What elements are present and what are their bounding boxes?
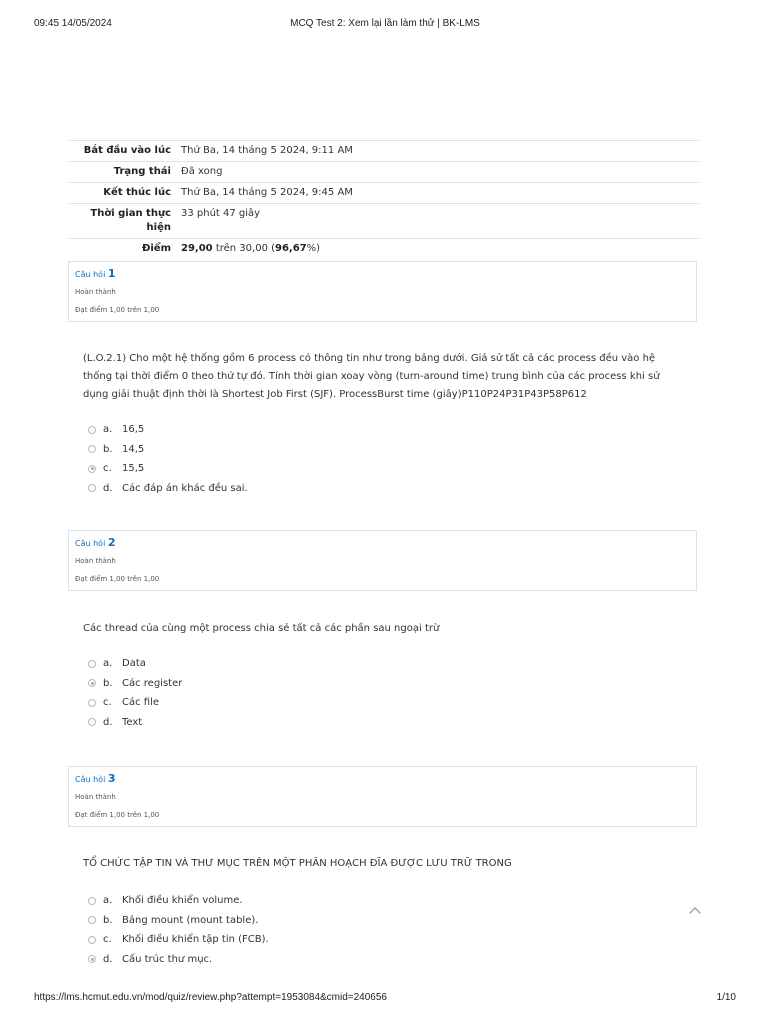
question-1-info [68, 261, 697, 322]
grade-percent-close: %) [306, 243, 321, 254]
answer-letter: a. [103, 424, 113, 436]
grade-value [177, 239, 699, 260]
print-datetime: 09:45 14/05/2024 [34, 18, 112, 29]
answer-letter: c. [103, 934, 112, 946]
question-3-text: TỔ CHỨC TẬP TIN VÀ THƯ MỤC TRÊN MỘT PHÂN HOẠCH ĐĨA ĐƯỢC LƯU TRỮ TRONG [83, 858, 512, 869]
answer-letter: b. [103, 914, 113, 926]
radio-button[interactable] [88, 718, 96, 726]
radio-button[interactable] [88, 484, 96, 492]
grade-label: Điểm [69, 239, 177, 260]
answer-text: Các register [122, 677, 183, 689]
question-2-info [68, 530, 697, 591]
answer-text: 14,5 [122, 443, 145, 455]
answer-text: Các đáp án khác đều sai. [122, 482, 248, 494]
question-3-state: Hoàn thành [75, 793, 116, 801]
answer-letter: b. [103, 677, 113, 689]
answer-option[interactable] [88, 440, 648, 460]
radio-button[interactable] [88, 897, 96, 905]
question-3-info [68, 766, 697, 827]
answer-letter: c. [103, 463, 112, 475]
summary-row-started [69, 141, 699, 162]
question-1-number [75, 268, 690, 281]
answer-option[interactable] [88, 420, 648, 440]
question-label: Câu hỏi [75, 539, 106, 548]
time-taken-label [69, 204, 177, 239]
answer-option[interactable] [88, 654, 648, 674]
question-number: 1 [107, 267, 116, 280]
answer-text: Các file [122, 697, 160, 709]
radio-button[interactable] [88, 699, 96, 707]
print-footer [34, 992, 736, 1006]
question-2-state: Hoàn thành [75, 557, 116, 565]
question-3-grade: Đạt điểm 1,00 trên 1,00 [75, 811, 160, 819]
completed-value: Thứ Ba, 14 tháng 5 2024, 9:45 AM [177, 183, 699, 204]
grade-percent: 96,67 [275, 243, 307, 254]
time-taken-value: 33 phút 47 giây [177, 204, 699, 239]
question-2-grade: Đạt điểm 1,00 trên 1,00 [75, 575, 160, 583]
radio-button[interactable] [88, 426, 96, 434]
radio-button[interactable] [88, 916, 96, 924]
radio-button[interactable] [88, 445, 96, 453]
question-1-state: Hoàn thành [75, 288, 116, 296]
quiz-summary-table [69, 140, 699, 259]
answer-letter: d. [103, 716, 113, 728]
grade-out-of: trên 30,00 ( [212, 243, 276, 254]
print-page-title: MCQ Test 2: Xem lại lần làm thử | BK-LMS [290, 18, 480, 29]
answer-text: Khối điều khiển tập tin (FCB). [122, 934, 269, 946]
question-2-text: Các thread của cùng một process chia sẻ tất cả các phần sau ngoại trừ [83, 623, 440, 634]
answer-option[interactable] [88, 693, 648, 713]
answer-letter: d. [103, 482, 113, 494]
state-value: Đã xong [177, 162, 699, 183]
grade-score: 29,00 [181, 243, 213, 254]
answer-letter: a. [103, 658, 113, 670]
radio-button[interactable] [88, 660, 96, 668]
started-label: Bắt đầu vào lúc [69, 141, 177, 162]
answer-letter: c. [103, 697, 112, 709]
question-2-answers [88, 654, 648, 732]
answer-text: Bảng mount (mount table). [122, 914, 259, 926]
answer-text: 16,5 [122, 424, 145, 436]
answer-text: Cấu trúc thư mục. [122, 953, 213, 965]
question-1-grade: Đạt điểm 1,00 trên 1,00 [75, 306, 160, 314]
question-label: Câu hỏi [75, 775, 106, 784]
answer-option[interactable] [88, 674, 648, 694]
answer-letter: a. [103, 895, 113, 907]
answer-text: 15,5 [122, 463, 145, 475]
question-number: 3 [107, 772, 116, 785]
answer-option[interactable] [88, 479, 648, 499]
print-page-number: 1/10 [716, 992, 736, 1003]
answer-text: Data [122, 658, 146, 670]
radio-button-selected[interactable] [88, 955, 96, 963]
state-label: Trạng thái [69, 162, 177, 183]
print-header [34, 18, 736, 32]
answer-text: Khối điều khiển volume. [122, 895, 243, 907]
question-1-text: (L.O.2.1) Cho một hệ thống gồm 6 process có thông tin như trong bảng dưới. Giả sử tất cả các process đều vào hệ thống tại thời điểm 0 theo thứ tự đó. Tính thời gian xoay vòng (turn-around time) trung bình của các process khi sử dụng giải thuật định thời là Shortest Job First (SJF). ProcessBurst time (giây)P110P24P31P43P58P612 [83, 353, 660, 400]
summary-row-time [69, 204, 699, 239]
answer-option[interactable] [88, 950, 648, 970]
summary-row-grade [69, 239, 699, 260]
completed-label: Kết thúc lúc [69, 183, 177, 204]
question-number: 2 [107, 536, 116, 549]
question-3-number [75, 773, 690, 786]
time-taken-label-line1: Thời gian thực [90, 208, 171, 219]
answer-option[interactable] [88, 713, 648, 733]
summary-row-completed [69, 183, 699, 204]
chevron-up-icon[interactable] [688, 905, 702, 915]
question-1-answers [88, 420, 648, 498]
question-2-number [75, 537, 690, 550]
radio-button-selected[interactable] [88, 465, 96, 473]
answer-option[interactable] [88, 891, 648, 911]
answer-text: Text [122, 716, 143, 728]
question-label: Câu hỏi [75, 270, 106, 279]
question-3-answers [88, 891, 648, 969]
started-value: Thứ Ba, 14 tháng 5 2024, 9:11 AM [177, 141, 699, 162]
radio-button-selected[interactable] [88, 679, 96, 687]
radio-button[interactable] [88, 936, 96, 944]
time-taken-label-line2: hiện [146, 222, 171, 233]
answer-letter: d. [103, 953, 113, 965]
answer-letter: b. [103, 443, 113, 455]
print-url: https://lms.hcmut.edu.vn/mod/quiz/review.php?attempt=1953084&cmid=240656 [34, 992, 387, 1003]
answer-option[interactable] [88, 911, 648, 931]
answer-option[interactable] [88, 930, 648, 950]
summary-row-state [69, 162, 699, 183]
answer-option[interactable] [88, 459, 648, 479]
